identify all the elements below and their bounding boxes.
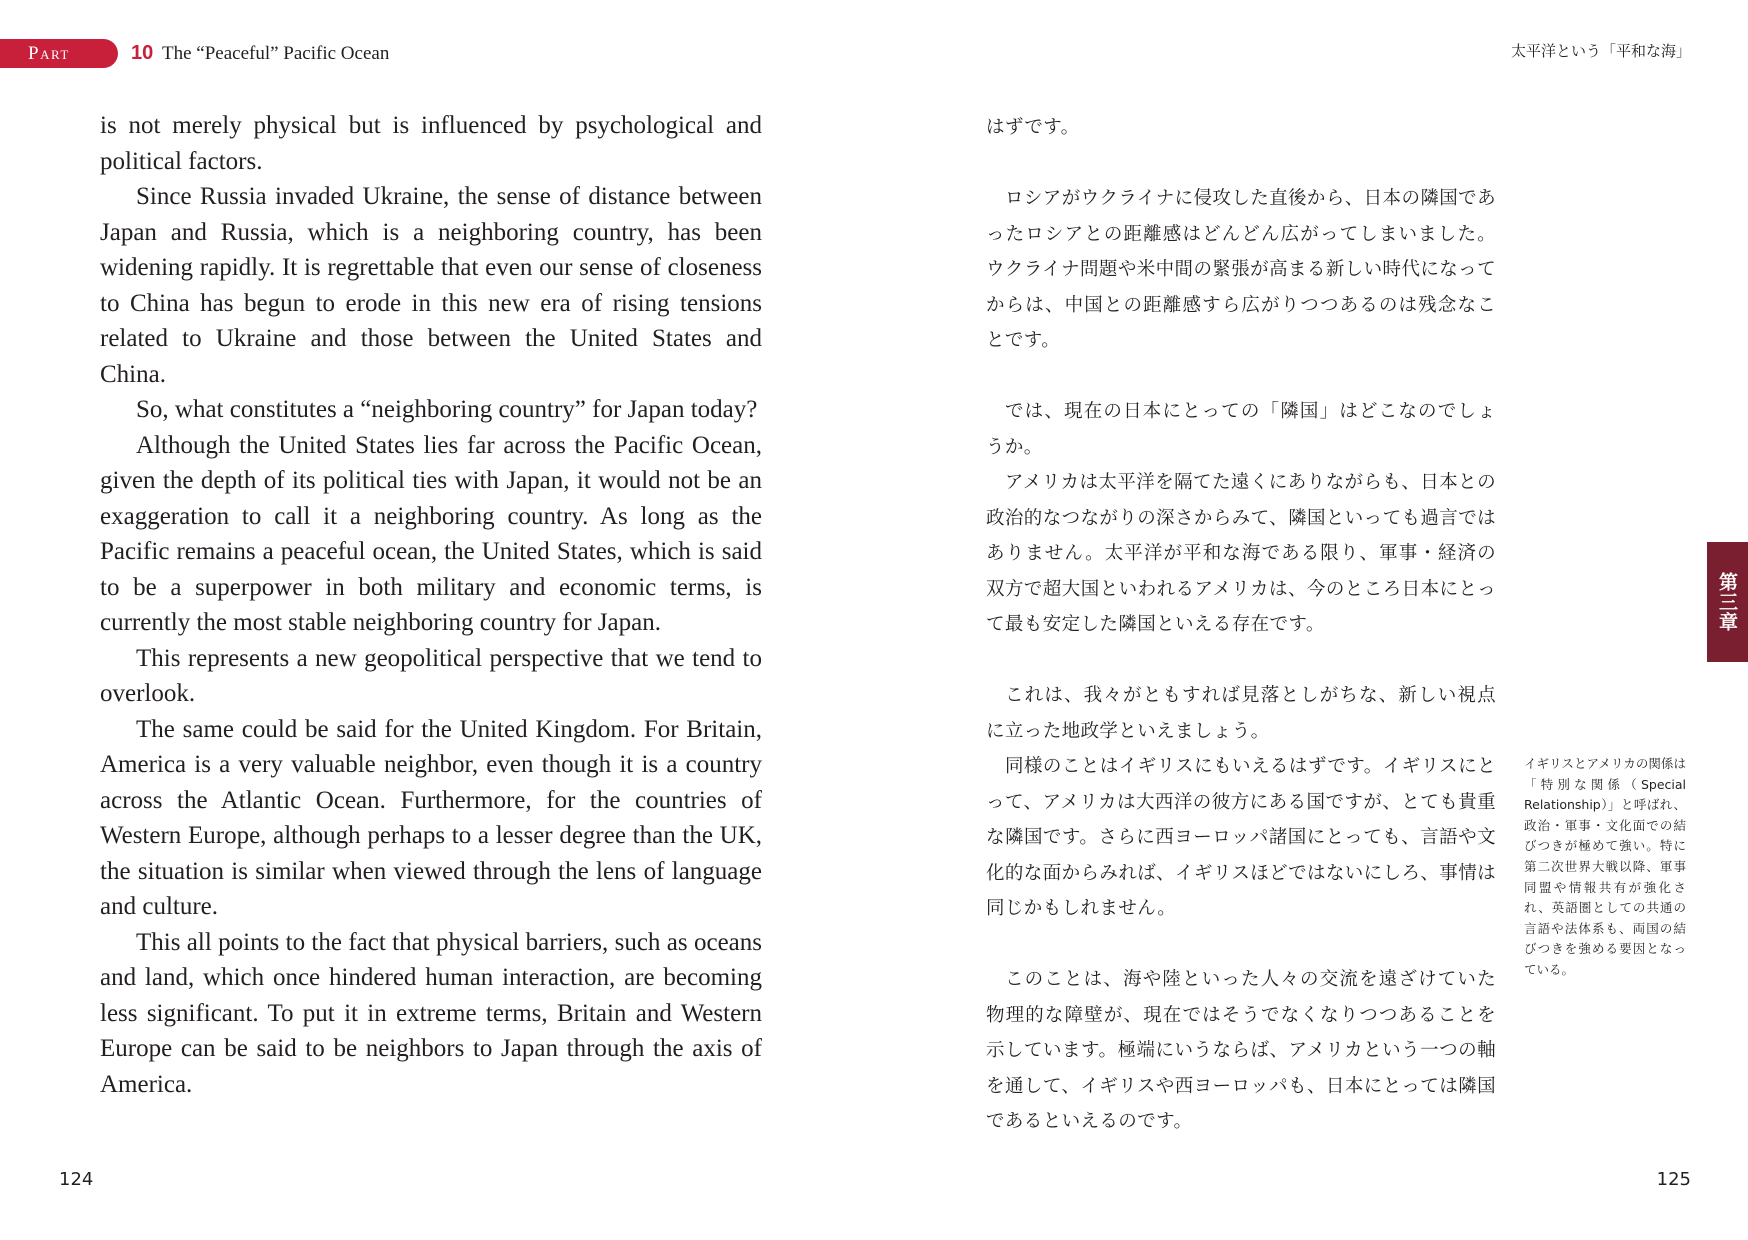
chapter-tab: 第三章 bbox=[1707, 542, 1748, 662]
english-paragraph: Since Russia invaded Ukraine, the sense of distance between Japan and Russia, which is a neighboring country, has been widening rapidly. It is regrettable that even our sense of closeness to China has begun to erode in this new era of rising tensions related to Ukraine and those between the United States and China. bbox=[100, 183, 762, 388]
japanese-running-title: 太平洋という「平和な海」 bbox=[1510, 42, 1691, 60]
japanese-paragraph: このことは、海や陸といった人々の交流を遠ざけていた物理的な障壁が、現在ではそうでなくなりつつあることを示しています。極端にいうならば、アメリカという一つの軸を通して、イギリスや西ヨーロッパも、日本にとっては隣国であるといえるのです。 bbox=[986, 969, 1496, 1132]
page-number-right: 125 bbox=[1656, 1169, 1691, 1190]
japanese-paragraph: これは、我々がともすれば見落としがちな、新しい視点に立った地政学といえましょう。 bbox=[986, 685, 1496, 742]
english-paragraph: is not merely physical but is influenced by psychological and political factors. bbox=[100, 112, 762, 175]
part-badge: Part bbox=[0, 39, 118, 68]
english-text-column bbox=[100, 108, 762, 1102]
japanese-paragraph: はずです。 bbox=[986, 117, 1080, 138]
chapter-number: 10 bbox=[131, 42, 154, 64]
japanese-paragraph: ロシアがウクライナに侵攻した直後から、日本の隣国であったロシアとの距離感はどんどん広がってしまいました。ウクライナ問題や米中間の緊張が高まる新しい時代になってからは、中国との距離感すら広がりつつあるのは残念なことです。 bbox=[986, 188, 1496, 351]
japanese-paragraph: アメリカは太平洋を隔てた遠くにありながらも、日本との政治的なつながりの深さからみて、隣国といっても過言ではありません。太平洋が平和な海である限り、軍事・経済の双方で超大国といわれるアメリカは、今のところ日本にとって最も安定した隣国といえる存在です。 bbox=[986, 472, 1496, 635]
english-running-title: The “Peaceful” Pacific Ocean bbox=[162, 43, 390, 64]
english-paragraph: So, what constitutes a “neighboring country” for Japan today? bbox=[136, 396, 758, 423]
paragraph-gap bbox=[986, 927, 1496, 963]
japanese-paragraph: 同様のことはイギリスにもいえるはずです。イギリスにとって、アメリカは大西洋の彼方にある国ですが、とても貴重な隣国です。さらに西ヨーロッパ諸国にとっても、言語や文化的な面からみれば、イギリスほどではないにしろ、事情は同じかもしれません。 bbox=[986, 756, 1496, 919]
english-paragraph: This all points to the fact that physical barriers, such as oceans and land, which once hindered human interaction, are becoming less significant. To put it in extreme terms, Britain and Western Europe can be said to be neighbors to Japan through the axis of America. bbox=[100, 928, 762, 1098]
paragraph-gap bbox=[986, 146, 1496, 182]
japanese-text-column bbox=[986, 110, 1496, 1140]
english-paragraph: Although the United States lies far across the Pacific Ocean, given the depth of its political ties with Japan, it would not be an exaggeration to call it a neighboring country. As long as the Pacific remains a peaceful ocean, the United States, which is said to be a superpower in both military and economic terms, is currently the most stable neighboring country for Japan. bbox=[100, 431, 762, 636]
paragraph-gap bbox=[986, 643, 1496, 679]
japanese-paragraph: では、現在の日本にとっての「隣国」はどこなのでしょうか。 bbox=[986, 401, 1496, 458]
paragraph-gap bbox=[986, 359, 1496, 395]
english-paragraph: This represents a new geopolitical perspective that we tend to overlook. bbox=[100, 644, 762, 707]
margin-note: イギリスとアメリカの関係は「特別な関係（Special Relationship）」と呼ばれ、政治・軍事・文化面での結びつきが極めて強い。特に第二次世界大戦以降、軍事同盟や情報共有が強化され、英語圏としての共通の言語や法体系も、両国の結びつきを強める要因となっている。 bbox=[1524, 756, 1686, 977]
english-paragraph: The same could be said for the United Kingdom. For Britain, America is a very valuable neighbor, even though it is a country across the Atlantic Ocean. Furthermore, for the countries of Western Europe, although perhaps to a lesser degree than the UK, the situation is similar when viewed through the lens of language and culture. bbox=[100, 715, 762, 920]
page-number-left: 124 bbox=[59, 1169, 94, 1190]
